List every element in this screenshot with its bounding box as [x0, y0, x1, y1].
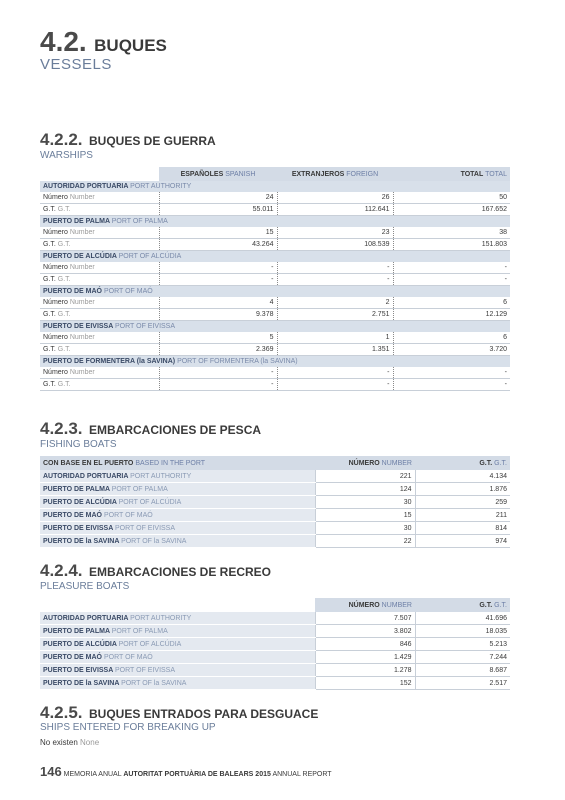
warships-data-row	[40, 274, 510, 286]
pleasure-number: 4.2.4.	[40, 561, 83, 580]
warships-header-blank	[40, 167, 159, 181]
warships-header-row	[40, 167, 510, 181]
pleasure-header-row	[40, 598, 510, 612]
warships-cell: -	[393, 274, 510, 286]
fishing-row	[40, 535, 510, 548]
warships-data-row	[40, 192, 510, 204]
warships-row-label: G.T. G.T.	[40, 309, 159, 321]
section-title-en: VESSELS	[40, 56, 112, 73]
warships-cell: 43.264	[159, 239, 277, 251]
fishing-gt-cell: 814	[415, 522, 510, 535]
warships-cell: 9.378	[159, 309, 277, 321]
pleasure-gt-cell: 2.517	[415, 677, 510, 690]
fishing-number-cell: 124	[315, 483, 415, 496]
fishing-row-label: PUERTO DE ALCÚDIA PORT OF ALCÚDIA	[40, 496, 315, 509]
warships-group-label: PUERTO DE PALMA PORT OF PALMA	[40, 216, 510, 228]
pleasure-row	[40, 677, 510, 690]
warships-row-label: Número Number	[40, 227, 159, 239]
pleasure-header-blank	[40, 598, 315, 612]
fishing-row	[40, 483, 510, 496]
pleasure-row	[40, 664, 510, 677]
warships-data-row	[40, 227, 510, 239]
warships-cell: -	[159, 262, 277, 274]
warships-cell: 26	[277, 192, 393, 204]
pleasure-gt-cell: 8.687	[415, 664, 510, 677]
page-footer: 146 MEMORIA ANUAL AUTORITAT PORTUÀRIA DE BALEARS 2015 ANNUAL REPORT	[40, 764, 332, 779]
warships-group-label: PUERTO DE MAÓ PORT OF MAÓ	[40, 286, 510, 298]
fishing-number-cell: 30	[315, 522, 415, 535]
fishing-number-cell: 221	[315, 470, 415, 483]
warships-title-en: WARSHIPS	[40, 150, 93, 161]
pleasure-title-en: PLEASURE BOATS	[40, 581, 130, 592]
warships-cell: 2	[277, 297, 393, 309]
pleasure-gt-cell: 7.244	[415, 651, 510, 664]
warships-cell: 2.369	[159, 344, 277, 356]
warships-data-row	[40, 332, 510, 344]
pleasure-row	[40, 612, 510, 625]
warships-cell: 15	[159, 227, 277, 239]
breaking-title: BUQUES ENTRADOS PARA DESGUACE	[89, 707, 319, 721]
warships-cell: 38	[393, 227, 510, 239]
warships-group-row	[40, 356, 510, 368]
fishing-number: 4.2.3.	[40, 419, 83, 438]
warships-group-row	[40, 216, 510, 228]
warships-cell: 1	[277, 332, 393, 344]
fishing-header-number: NÚMERO NUMBER	[315, 456, 415, 470]
pleasure-table	[40, 598, 510, 690]
warships-table	[40, 167, 510, 391]
warships-cell: 55.011	[159, 204, 277, 216]
warships-cell: 12.129	[393, 309, 510, 321]
fishing-row	[40, 470, 510, 483]
pleasure-row-label: PUERTO DE MAÓ PORT OF MAÓ	[40, 651, 315, 664]
fishing-gt-cell: 1.876	[415, 483, 510, 496]
warships-group-label: AUTORIDAD PORTUARIA PORT AUTHORITY	[40, 181, 510, 192]
fishing-number-cell: 30	[315, 496, 415, 509]
warships-number: 4.2.2.	[40, 130, 83, 149]
warships-row-label: G.T. G.T.	[40, 274, 159, 286]
pleasure-row-label: PUERTO DE EIVISSA PORT OF EIVISSA	[40, 664, 315, 677]
breaking-text: No existen None	[40, 738, 100, 747]
pleasure-gt-cell: 5.213	[415, 638, 510, 651]
pleasure-row	[40, 651, 510, 664]
warships-cell: 6	[393, 332, 510, 344]
warships-data-row	[40, 379, 510, 391]
warships-group-label: PUERTO DE FORMENTERA (la SAVINA) PORT OF FORMENTERA (la SAVINA)	[40, 356, 510, 368]
warships-cell: -	[277, 379, 393, 391]
warships-group-row	[40, 286, 510, 298]
pleasure-row	[40, 638, 510, 651]
fishing-row	[40, 522, 510, 535]
warships-row-label: Número Number	[40, 192, 159, 204]
pleasure-header-number: NÚMERO NUMBER	[315, 598, 415, 612]
pleasure-heading	[40, 561, 271, 581]
warships-data-row	[40, 367, 510, 379]
warships-group-label: PUERTO DE EIVISSA PORT OF EIVISSA	[40, 321, 510, 333]
warships-cell: -	[393, 379, 510, 391]
fishing-title: EMBARCACIONES DE PESCA	[89, 423, 262, 437]
warships-cell: 1.351	[277, 344, 393, 356]
warships-cell: -	[277, 274, 393, 286]
fishing-row-label: PUERTO DE la SAVINA PORT OF la SAVINA	[40, 535, 315, 548]
warships-cell: -	[393, 262, 510, 274]
fishing-header-base: CON BASE EN EL PUERTO BASED IN THE PORT	[40, 456, 315, 470]
warships-cell: 6	[393, 297, 510, 309]
warships-cell: 2.751	[277, 309, 393, 321]
warships-cell: -	[159, 274, 277, 286]
fishing-row-label: PUERTO DE MAÓ PORT OF MAÓ	[40, 509, 315, 522]
warships-data-row	[40, 239, 510, 251]
fishing-row	[40, 496, 510, 509]
warships-title: BUQUES DE GUERRA	[89, 134, 216, 148]
warships-cell: -	[277, 367, 393, 379]
pleasure-number-cell: 846	[315, 638, 415, 651]
warships-heading	[40, 130, 216, 150]
warships-row-label: G.T. G.T.	[40, 344, 159, 356]
pleasure-row-label: PUERTO DE la SAVINA PORT OF la SAVINA	[40, 677, 315, 690]
fishing-number-cell: 15	[315, 509, 415, 522]
pleasure-gt-cell: 41.696	[415, 612, 510, 625]
fishing-heading	[40, 419, 261, 439]
warships-data-row	[40, 262, 510, 274]
pleasure-row-label: AUTORIDAD PORTUARIA PORT AUTHORITY	[40, 612, 315, 625]
warships-cell: 5	[159, 332, 277, 344]
warships-cell: 23	[277, 227, 393, 239]
section-number: 4.2.	[40, 26, 87, 57]
section-title: BUQUES	[94, 36, 167, 55]
fishing-gt-cell: 4.134	[415, 470, 510, 483]
pleasure-row	[40, 625, 510, 638]
fishing-title-en: FISHING BOATS	[40, 439, 117, 450]
warships-data-row	[40, 204, 510, 216]
fishing-row	[40, 509, 510, 522]
warships-data-row	[40, 344, 510, 356]
warships-cell: 4	[159, 297, 277, 309]
warships-cell: 3.720	[393, 344, 510, 356]
pleasure-number-cell: 3.802	[315, 625, 415, 638]
pleasure-gt-cell: 18.035	[415, 625, 510, 638]
pleasure-number-cell: 152	[315, 677, 415, 690]
fishing-gt-cell: 974	[415, 535, 510, 548]
warships-cell: 167.652	[393, 204, 510, 216]
fishing-header-row	[40, 456, 510, 470]
fishing-table	[40, 456, 510, 548]
pleasure-header-gt: G.T. G.T.	[415, 598, 510, 612]
section-heading	[40, 26, 167, 58]
warships-group-label: PUERTO DE ALCÚDIA PORT OF ALCÚDIA	[40, 251, 510, 263]
fishing-row-label: PUERTO DE EIVISSA PORT OF EIVISSA	[40, 522, 315, 535]
warships-row-label: Número Number	[40, 367, 159, 379]
warships-cell: 24	[159, 192, 277, 204]
warships-cell: -	[393, 367, 510, 379]
warships-row-label: Número Number	[40, 297, 159, 309]
fishing-gt-cell: 211	[415, 509, 510, 522]
pleasure-row-label: PUERTO DE PALMA PORT OF PALMA	[40, 625, 315, 638]
warships-group-row	[40, 251, 510, 263]
warships-cell: 108.539	[277, 239, 393, 251]
fishing-number-cell: 22	[315, 535, 415, 548]
warships-row-label: G.T. G.T.	[40, 204, 159, 216]
breaking-title-en: SHIPS ENTERED FOR BREAKING UP	[40, 722, 216, 733]
page-number: 146	[40, 764, 62, 779]
warships-data-row	[40, 309, 510, 321]
pleasure-number-cell: 7.507	[315, 612, 415, 625]
warships-cell: -	[159, 367, 277, 379]
warships-row-label: Número Number	[40, 262, 159, 274]
fishing-header-gt: G.T. G.T.	[415, 456, 510, 470]
fishing-gt-cell: 259	[415, 496, 510, 509]
warships-cell: 50	[393, 192, 510, 204]
warships-cell: -	[159, 379, 277, 391]
pleasure-number-cell: 1.429	[315, 651, 415, 664]
warships-row-label: Número Number	[40, 332, 159, 344]
pleasure-row-label: PUERTO DE ALCÚDIA PORT OF ALCÚDIA	[40, 638, 315, 651]
pleasure-title: EMBARCACIONES DE RECREO	[89, 565, 272, 579]
warships-cell: 151.803	[393, 239, 510, 251]
warships-cell: 112.641	[277, 204, 393, 216]
warships-header-col: EXTRANJEROS FOREIGN	[277, 167, 393, 181]
breaking-number: 4.2.5.	[40, 703, 83, 722]
fishing-row-label: AUTORIDAD PORTUARIA PORT AUTHORITY	[40, 470, 315, 483]
breaking-heading	[40, 703, 318, 723]
warships-header-col: ESPAÑOLES SPANISH	[159, 167, 277, 181]
pleasure-number-cell: 1.278	[315, 664, 415, 677]
warships-header-col: TOTAL TOTAL	[393, 167, 510, 181]
warships-data-row	[40, 297, 510, 309]
warships-group-row	[40, 321, 510, 333]
warships-group-row	[40, 181, 510, 192]
fishing-row-label: PUERTO DE PALMA PORT OF PALMA	[40, 483, 315, 496]
warships-row-label: G.T. G.T.	[40, 239, 159, 251]
warships-cell: -	[277, 262, 393, 274]
warships-row-label: G.T. G.T.	[40, 379, 159, 391]
